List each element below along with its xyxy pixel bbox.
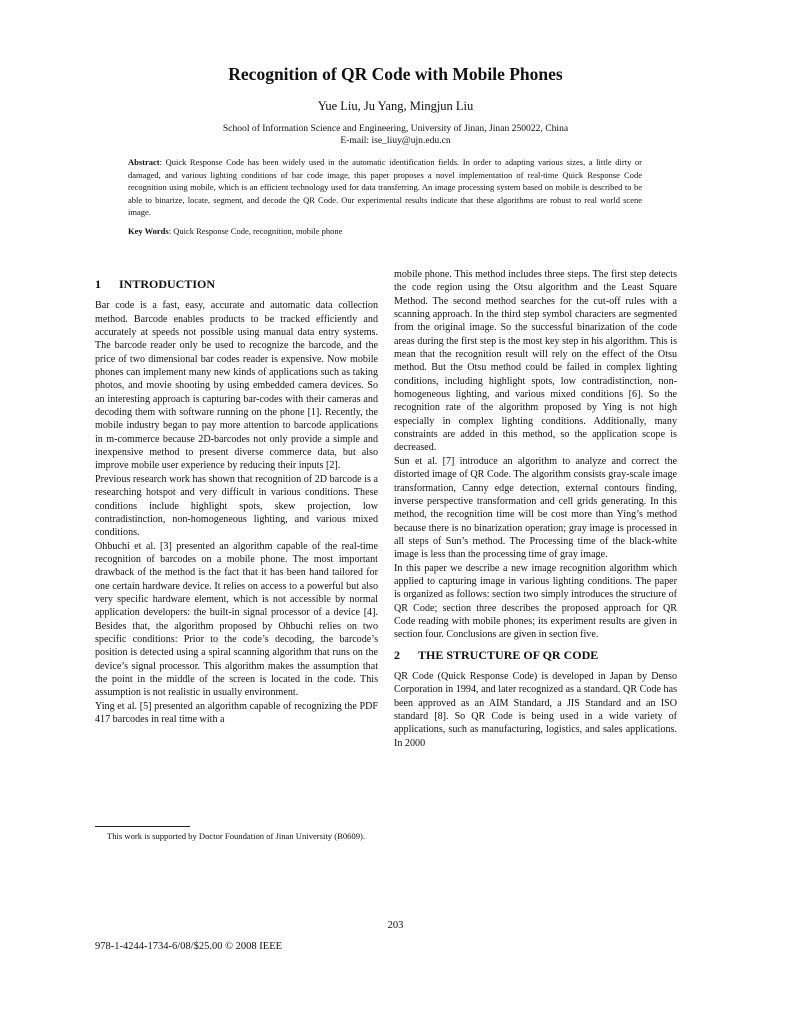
footnote: This work is supported by Doctor Foundation of Jinan University (B0609). [107,831,366,841]
author-email: E-mail: ise_liuy@ujn.edu.cn [340,135,451,146]
paragraph: Ohbuchi et al. [3] presented an algorithm capable of the real-time recognition of barcodes on a mobile phone. The most important drawback of the method is the fact that it has been hand tailored for one certain hardware device. It relies on access to a powerful but also very specific hardware element, which is not accessible by normal application developers: the built-in signal processor of a device [4]. Besides that, the algorithm proposed by Ohbuchi relies on two specific conditions: Prior to the code’s decoding, the barcode’s position is detected using a spiral scanning algorithm that runs on the device’s signal processor. This algorithm makes the assumption that the point in the middle of the screen is located in the code. This assumption is not realistic in usually environment. [95,540,378,699]
footnote-rule [95,826,190,827]
paragraph: Bar code is a fast, easy, accurate and automatic data collection method. Barcode enables products to be tracked efficiently and accurately at speeds not possible using manual data entry systems. The barcode reader only be used to recognize the barcode, and the price of two dimensional bar codes reader is expensive. Now mobile phones can implement many new kinds of applications such as taking photos, and movie shooting by using embedded camera devices. So an interesting approach is capturing bar-codes with their cameras and decoding them with software running on the phone [1]. Recently, the mobile industry began to pay more attention to barcode applications in m-commerce because 2D-barcodes not only provide a simple and inexpensive method to present diverse commerce data, but also improve mobile user experience by reducing their inputs [2]. [95,300,378,472]
section-number: 1 [95,277,101,291]
section-heading-structure [394,649,677,662]
abstract-text: : Quick Response Code has been widely used in the automatic identification fields. In order to adapting various sizes, a little dirty or damaged, and various lighting conditions of bar code image, this paper proposes a novel implementation of real-time Quick Response Code recognition using mobile, which is an efficient technology used for data transferring. An image processing system based on mobile is described to be able to binarize, locate, segment, and decode the QR Code. Our experimental results indicate that these algorithms are robust to real world scene image. [128,157,642,218]
left-column [95,278,378,726]
paragraph-continued: mobile phone. This method includes three steps. The first step detects the code region using the Otsu algorithm and the Least Square Method. The second method searches for the cut-off rules with a scanning approach. In the third step symbol characters are segmented from the original image. So the successful binarization of the code areas during the first step is the most key step in his algorithm. This is mean that the recognition result will rely on the effect of the Otsu method. But the Otsu method could be failed in complex lighting conditions, including highlight spots, low contradistinction, non-homogeneous lighting, and various mixed conditions [6]. So the recognition rate of the algorithm proposed by Ying is not high especially in complex lighting conditions. Additionally, many constraints are added in this method, so the application scope is decreased. [394,269,677,454]
section-title: THE STRUCTURE OF QR CODE [418,647,599,662]
abstract-label: Abstract [128,157,160,167]
paragraph: Previous research work has shown that recognition of 2D barcode is a researching hotspot and very difficult in various conditions. These conditions include highlight spots, skew projection, low contradistinction, non-homogeneous lighting, and various mixed conditions. [95,473,378,539]
page-number: 203 [387,920,404,931]
right-column [394,268,677,750]
keywords-label: Key Words [128,226,169,236]
paragraph: Ying et al. [5] presented an algorithm capable of recognizing the PDF 417 barcodes in real time with a [95,700,378,725]
isbn-line: 978-1-4244-1734-6/08/$25.00 © 2008 IEEE [95,941,283,952]
paragraph: QR Code (Quick Response Code) is developed in Japan by Denso Corporation in 1994, and later recognized as a standard. QR Code has been approved as an AIM Standard, a JIS Standard and an ISO standard [8]. So QR Code is being used in a wide variety of applications, such as manufacturing, logistics, and sales applications. In 2000 [394,670,677,749]
section-heading-introduction [95,278,378,291]
paper-title: Recognition of QR Code with Mobile Phones [228,64,563,84]
abstract [128,156,642,219]
paragraph: Sun et al. [7] introduce an algorithm to analyze and correct the distorted image of QR Code. The algorithm consists gray-scale image transformation, Canny edge detection, external contours finding, inverse perspective transformation and cell grids generating. In this method, the recognition time will be cost more than Ying’s method because there is no binarization operation; gray image is processed in all steps of Sun’s method. The Processing time of the black-white image is less than the processing time of gray image. [394,455,677,561]
affiliation-block [0,123,791,147]
paragraph: In this paper we describe a new image recognition algorithm which applied to capturing image in various lighting conditions. The paper is organized as follows: section two simply introduces the structure of QR Code; section three describes the proposed approach for QR Code reading with mobile phones; its experiment results are given in section four. Conclusions are given in section five. [394,562,677,641]
affiliation: School of Information Science and Engineering, University of Jinan, Jinan 250022, China [222,123,569,134]
keywords [128,225,642,237]
keywords-text: : Quick Response Code, recognition, mobile phone [168,226,343,236]
section-title: INTRODUCTION [119,277,216,291]
author-list: Yue Liu, Ju Yang, Mingjun Liu [317,99,474,113]
section-number: 2 [394,647,400,662]
